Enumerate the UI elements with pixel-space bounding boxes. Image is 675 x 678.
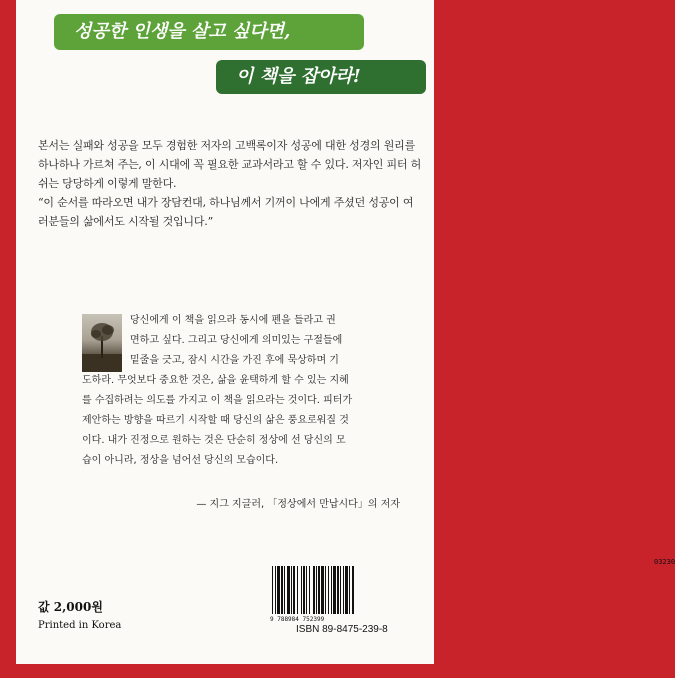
barcode-bar [303, 566, 305, 614]
barcode-bar [293, 566, 295, 614]
barcode-bar [272, 566, 273, 614]
barcode-bar [287, 566, 290, 614]
barcode-bar [349, 566, 350, 614]
quote-line: 를 수집하려는 의도를 가지고 이 책을 읽으라는 것이다. 피터가 [82, 395, 353, 406]
quote-line: 습이 아니라, 정상을 넘어선 당신의 모습이다. [82, 455, 279, 466]
headline-banner-2: 이 책을 잡아라! [216, 60, 426, 94]
intro-text [38, 136, 422, 231]
quote-line: 당신에게 이 책을 읽으라 동시에 펜을 들라고 권 [130, 315, 336, 326]
barcode-bar [343, 566, 344, 614]
barcode-bar [275, 566, 276, 614]
barcode-bar [309, 566, 310, 614]
quote-line: 도하라. 무엇보다 중요한 것은, 삶을 윤택하게 할 수 있는 지혜 [82, 375, 349, 386]
quote-line: 이다. 내가 진정으로 원하는 것은 단순히 정상에 선 당신의 모 [82, 435, 346, 446]
barcode-bar [281, 566, 283, 614]
intro-paragraph: 본서는 실패와 성공을 모두 경험한 저자의 고백록이자 성공에 대한 성경의 원리를 하나하나 가르쳐 주는, 이 시대에 꼭 필요한 교과서라고 할 수 있다. 저자인 피터 허쉬는 당당하게 이렇게 말한다. [38, 139, 422, 190]
barcode-bars [270, 566, 406, 616]
barcode-bar [297, 566, 298, 614]
quote-line: 밑줄을 긋고, 잠시 시간을 가진 후에 묵상하며 기 [130, 355, 339, 366]
intro-quote: “이 순서를 따라오면 내가 장담컨대, 하나님께서 기꺼이 나에게 주셨던 성공이 여러분들의 삶에서도 시작될 것입니다.” [38, 196, 414, 228]
barcode-bar [345, 566, 348, 614]
quote-attribution: — 지그 지글러, 「정상에서 만납시다」의 저자 [196, 499, 400, 510]
barcode-bar [337, 566, 339, 614]
barcode-bar [306, 566, 307, 614]
barcode-bar [321, 566, 324, 614]
barcode-bar [284, 566, 285, 614]
price-label: 값 2,000원 [38, 600, 103, 614]
barcode-bar [331, 566, 332, 614]
barcode-block [270, 558, 675, 632]
barcode-bar [313, 566, 315, 614]
barcode-bar [340, 566, 341, 614]
quote-line: 면하고 싶다. 그리고 당신에게 의미있는 구절들에 [130, 335, 343, 346]
barcode-addon-number: 03230 [654, 558, 675, 566]
barcode-digits: 9 788984 752399 [270, 616, 325, 623]
barcode-bar [328, 566, 329, 614]
barcode-bar [316, 566, 317, 614]
isbn-label: ISBN 89-8475-239-8 [296, 624, 388, 635]
printed-in-label: Printed in Korea [38, 620, 122, 631]
barcode-bar [277, 566, 280, 614]
barcode-bar [352, 566, 354, 614]
quote-line: 제안하는 방향을 따르기 시작할 때 당신의 삶은 풍요로워질 것 [82, 415, 349, 426]
barcode-bar [301, 566, 302, 614]
barcode-bar [291, 566, 292, 614]
barcode-bar [325, 566, 326, 614]
headline-banner-1: 성공한 인생을 살고 싶다면, [54, 14, 364, 50]
endorsement-quote [82, 311, 418, 471]
barcode-bar [318, 566, 320, 614]
barcode-bar [333, 566, 336, 614]
